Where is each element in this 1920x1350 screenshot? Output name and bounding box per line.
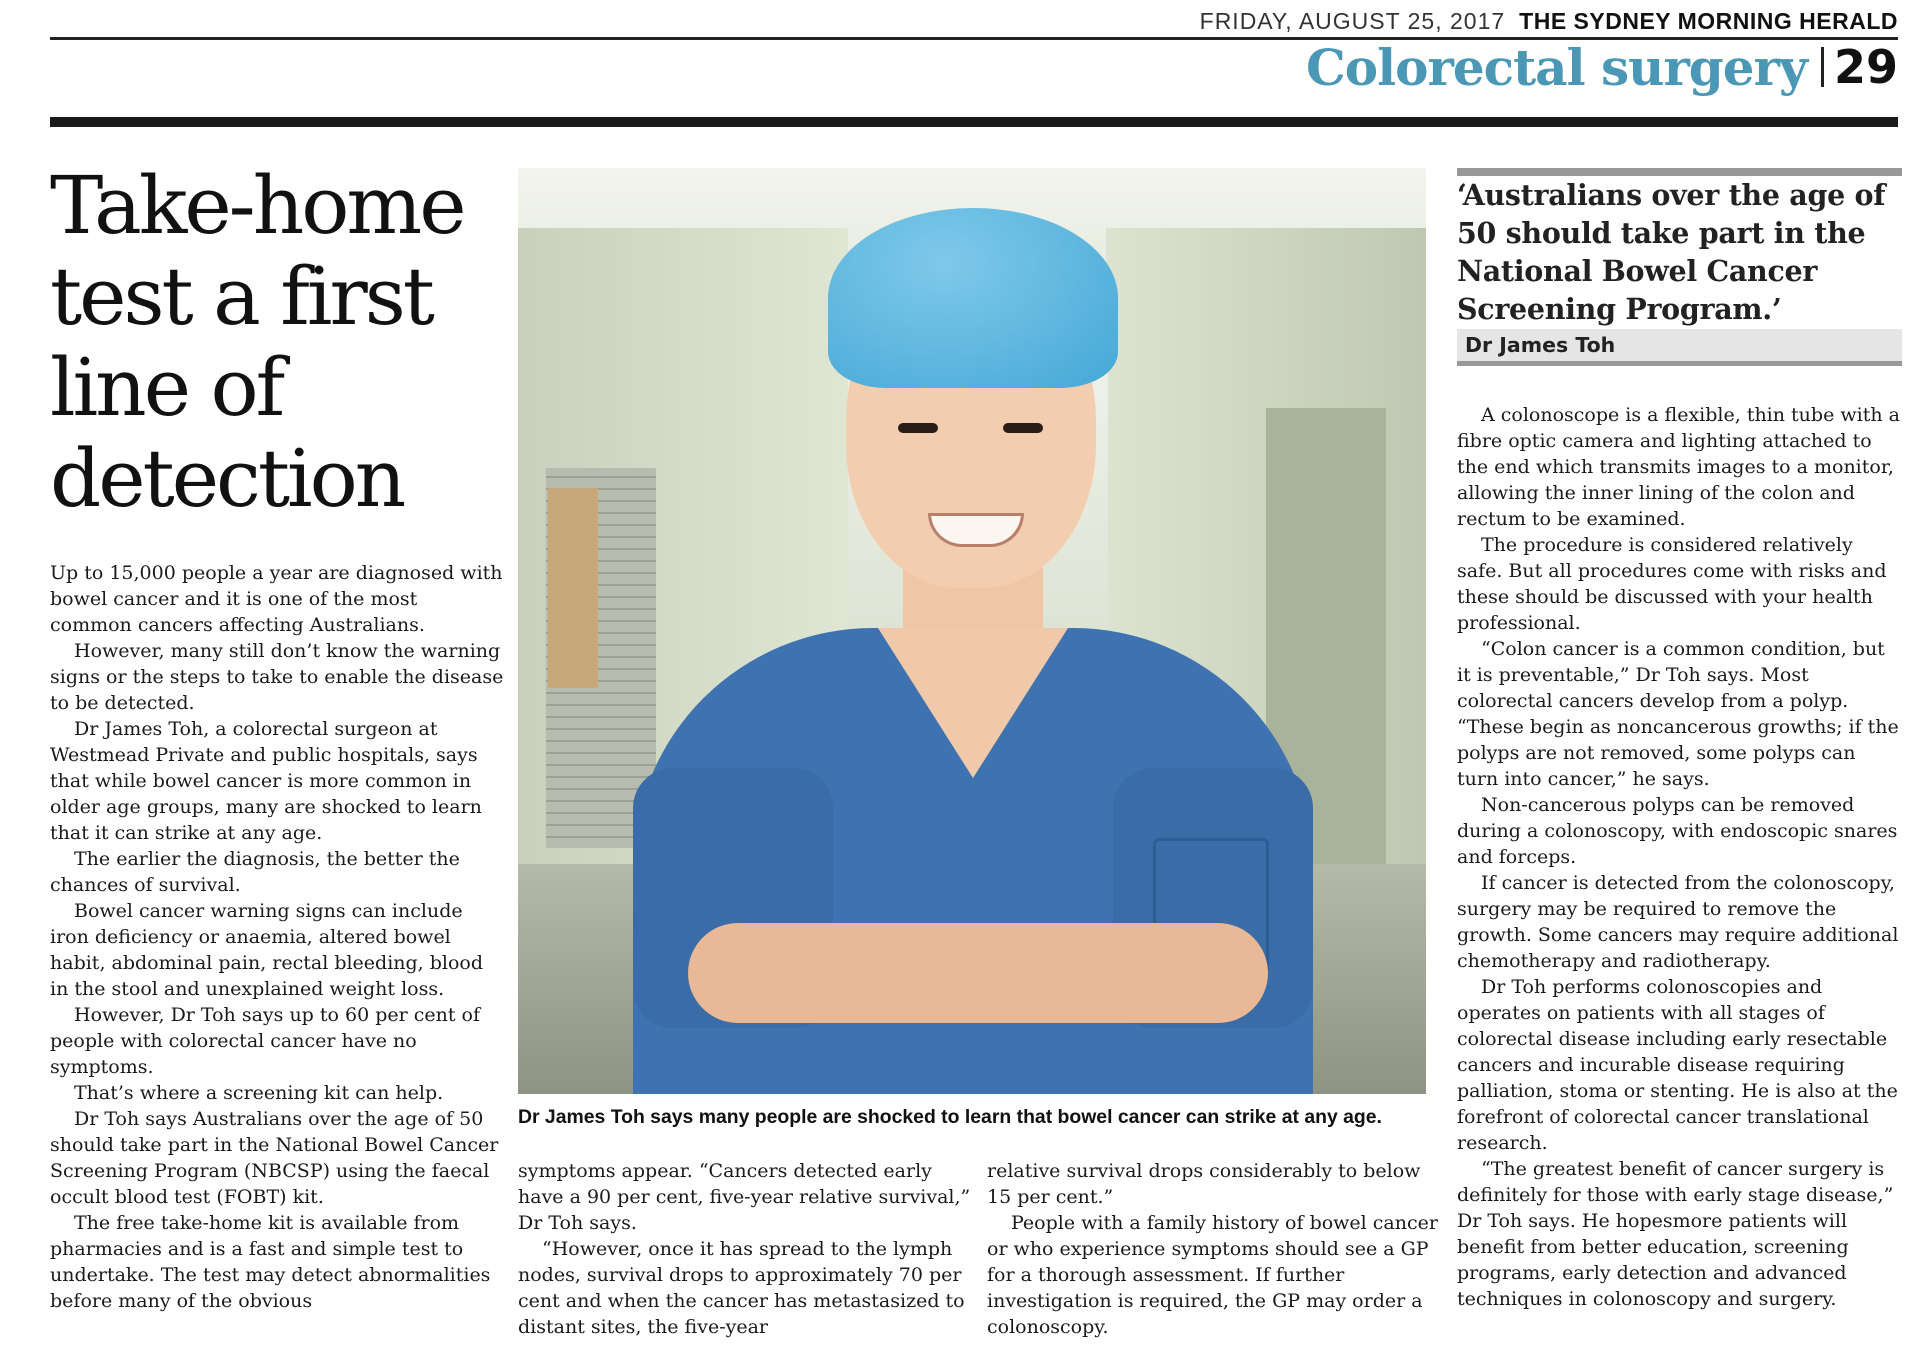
pull-quote-attribution: Dr James Toh	[1457, 329, 1902, 361]
masthead-line	[1200, 8, 1898, 35]
pullquote-rule	[1457, 168, 1902, 176]
pull-quote: ‘Australians over the age of 50 should take part in the National Bowel Cancer Screening Program.’	[1457, 178, 1886, 326]
pullquote-rule	[1457, 361, 1902, 366]
paragraph: However, many still don’t know the warning signs or the steps to take to enable the disease to be detected.	[50, 640, 504, 714]
paragraph: “However, once it has spread to the lymph nodes, survival drops to approximately 70 per cent and when the cancer has metastasized to distant sites, the five-year	[518, 1238, 965, 1338]
paragraph: symptoms appear. “Cancers detected early have a 90 per cent, five-year relative survival,” Dr Toh says.	[518, 1160, 971, 1234]
article-column-3	[987, 1158, 1442, 1340]
article-column-1	[50, 560, 505, 1314]
section-title: Colorectal surgery	[1305, 37, 1807, 97]
paragraph: The earlier the diagnosis, the better the chances of survival.	[50, 848, 460, 896]
paragraph: Non-cancerous polyps can be removed during a colonoscopy, with endoscopic snares and forceps.	[1457, 794, 1898, 868]
paragraph: That’s where a screening kit can help.	[74, 1082, 444, 1104]
headline-line: line of	[50, 341, 283, 434]
headline-line: Take-home	[50, 159, 464, 252]
paragraph: The procedure is considered relatively safe. But all procedures come with risks and these should be discussed with your health professional.	[1457, 534, 1887, 634]
page-number: 29	[1833, 40, 1898, 94]
paragraph: “Colon cancer is a common condition, but it is preventable,” Dr Toh says. Most colorectal cancers develop from a polyp. “These begin as noncancerous growths; if the polyps are not removed, some polyps can turn into cancer,” he says.	[1457, 638, 1899, 790]
paragraph: Dr James Toh, a colorectal surgeon at Westmead Private and public hospitals, says that while bowel cancer is more common in older age groups, many are shocked to learn that it can strike at any age.	[50, 718, 482, 844]
paragraph: However, Dr Toh says up to 60 per cent of people with colorectal cancer have no symptoms.	[50, 1004, 481, 1078]
paragraph: Dr Toh says Australians over the age of 50 should take part in the National Bowel Cancer Screening Program (NBCSP) using the faecal occult blood test (FOBT) kit.	[50, 1108, 499, 1208]
paragraph: relative survival drops considerably to below 15 per cent.”	[987, 1160, 1421, 1208]
article-headline	[50, 160, 490, 524]
headline-line: detection	[50, 432, 404, 525]
paragraph: If cancer is detected from the colonoscopy, surgery may be required to remove the growth. Some cancers may require additional chemotherapy and radiotherapy.	[1457, 872, 1899, 972]
headline-line: test a first	[50, 250, 432, 343]
article-column-4	[1457, 402, 1902, 1312]
paragraph: Bowel cancer warning signs can include iron deficiency or anaemia, altered bowel habit, abdominal pain, rectal bleeding, blood in the stool and unexplained weight loss.	[50, 900, 484, 1000]
surgeon-portrait-photo	[518, 168, 1426, 1094]
article-column-2	[518, 1158, 973, 1340]
section-header	[1306, 38, 1898, 96]
header-thick-rule	[50, 117, 1898, 127]
paragraph: People with a family history of bowel cancer or who experience symptoms should see a GP for a thorough assessment. If further investigation is required, the GP may order a colonoscopy.	[987, 1212, 1438, 1338]
paragraph: Dr Toh performs colonoscopies and operates on patients with all stages of colorectal disease including early resectable cancers and incurable disease requiring palliation, stoma or stenting. He is also at the forefront of colorectal cancer translational research.	[1457, 976, 1898, 1154]
paragraph: “The greatest benefit of cancer surgery is definitely for those with early stage disease,” Dr Toh says. He hopesmore patients will benefit from better education, screening programs, early detection and advanced techniques in colonoscopy and surgery.	[1457, 1158, 1894, 1310]
paragraph: The free take-home kit is available from pharmacies and is a fast and simple test to undertake. The test may detect abnormalities before many of the obvious	[50, 1212, 491, 1312]
issue-date: FRIDAY, AUGUST 25, 2017	[1199, 8, 1506, 34]
paragraph: A colonoscope is a flexible, thin tube with a fibre optic camera and lighting attached to the end which transmits images to a monitor, allowing the inner lining of the colon and rectum to be examined.	[1457, 404, 1900, 530]
section-divider	[1821, 47, 1824, 87]
photo-caption: Dr James Toh says many people are shocked to learn that bowel cancer can strike at any age.	[518, 1106, 1382, 1128]
paragraph: Up to 15,000 people a year are diagnosed with bowel cancer and it is one of the most common cancers affecting Australians.	[50, 562, 503, 636]
newspaper-name: THE SYDNEY MORNING HERALD	[1519, 8, 1898, 34]
